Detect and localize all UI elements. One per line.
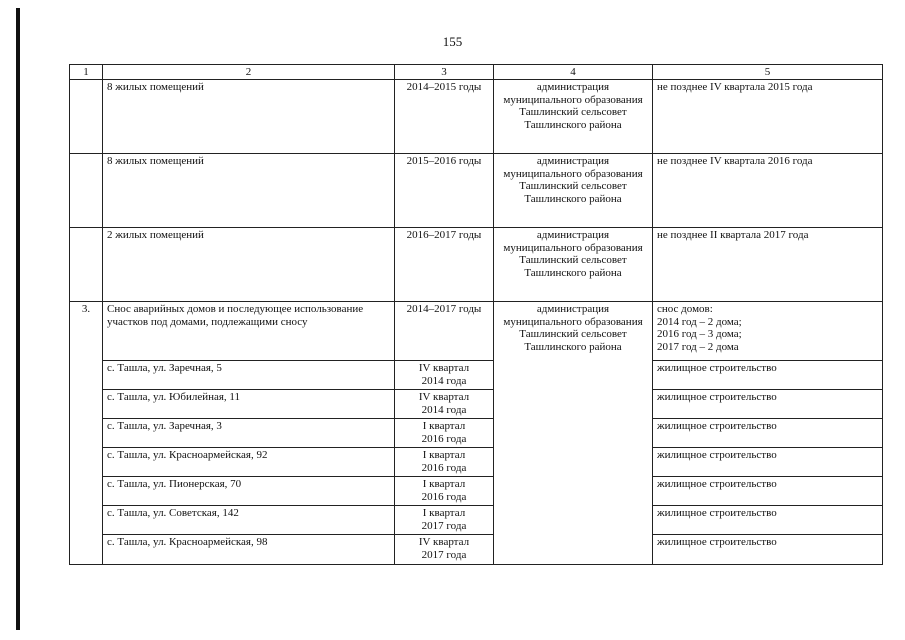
term-quarter: I квартал (422, 507, 466, 519)
measure-cell: 2 жилых помещений (103, 228, 395, 302)
measure-cell: 8 жилых помещений (103, 154, 395, 228)
period-cell: 2014–2015 годы (395, 80, 494, 154)
land-use-cell: жилищное строительство (653, 506, 883, 535)
result-cell: не позднее IV квартала 2016 года (653, 154, 883, 228)
section-executor-cell: администрация муниципального образования Ташлинский сельсовет Ташлинского района (494, 302, 653, 565)
table-row (70, 154, 883, 228)
term-quarter: IV квартал (418, 362, 470, 374)
address-cell: с. Ташла, ул. Советская, 142 (103, 506, 395, 535)
address-row (70, 419, 883, 448)
header-cell-2: 2 (103, 65, 395, 80)
row-number-cell (70, 154, 103, 228)
section-period-cell: 2014–2017 годы (395, 302, 494, 361)
table-row (70, 80, 883, 154)
term-quarter: I квартал (422, 478, 466, 490)
term-cell (395, 448, 494, 477)
section-3-row (70, 302, 883, 361)
address-row (70, 535, 883, 565)
result-line: 2014 год – 2 дома; (657, 315, 742, 328)
row-number-cell (70, 228, 103, 302)
land-use-cell: жилищное строительство (653, 390, 883, 419)
header-cell-4: 4 (494, 65, 653, 80)
term-cell (395, 390, 494, 419)
land-use-cell: жилищное строительство (653, 419, 883, 448)
measure-cell: 8 жилых помещений (103, 80, 395, 154)
address-cell: с. Ташла, ул. Красноармейская, 92 (103, 448, 395, 477)
land-use-cell: жилищное строительство (653, 477, 883, 506)
term-year: 2014 года (421, 403, 467, 416)
term-quarter: I квартал (422, 420, 466, 432)
period-cell: 2015–2016 годы (395, 154, 494, 228)
term-cell (395, 419, 494, 448)
address-cell: с. Ташла, ул. Заречная, 5 (103, 361, 395, 390)
term-quarter: I квартал (422, 449, 466, 461)
result-line: снос домов: (657, 303, 713, 315)
address-cell: с. Ташла, ул. Красноармейская, 98 (103, 535, 395, 565)
address-row (70, 506, 883, 535)
term-cell (395, 361, 494, 390)
header-cell-3: 3 (395, 65, 494, 80)
address-row (70, 448, 883, 477)
page-number: 155 (442, 34, 463, 49)
header-cell-1: 1 (70, 65, 103, 80)
land-use-cell: жилищное строительство (653, 535, 883, 565)
header-row (70, 65, 883, 80)
term-cell (395, 477, 494, 506)
address-cell: с. Ташла, ул. Заречная, 3 (103, 419, 395, 448)
term-cell (395, 506, 494, 535)
address-row (70, 477, 883, 506)
address-cell: с. Ташла, ул. Пионерская, 70 (103, 477, 395, 506)
executor-cell: администрация муниципального образования Ташлинский сельсовет Ташлинского района (494, 228, 653, 302)
result-cell: не позднее II квартала 2017 года (653, 228, 883, 302)
term-year: 2016 года (421, 461, 467, 474)
term-cell (395, 535, 494, 565)
period-cell: 2016–2017 годы (395, 228, 494, 302)
land-use-cell: жилищное строительство (653, 448, 883, 477)
land-use-cell: жилищное строительство (653, 361, 883, 390)
address-row (70, 390, 883, 419)
section-result-cell (653, 302, 883, 361)
result-line: 2016 год – 3 дома; (657, 328, 742, 340)
program-table (69, 64, 883, 565)
executor-cell: администрация муниципального образования Ташлинский сельсовет Ташлинского района (494, 80, 653, 154)
address-row (70, 361, 883, 390)
term-year: 2017 года (421, 548, 467, 561)
term-quarter: IV квартал (418, 391, 470, 403)
term-year: 2017 года (421, 519, 467, 532)
term-quarter: IV квартал (418, 536, 470, 548)
address-cell: с. Ташла, ул. Юбилейная, 11 (103, 390, 395, 419)
scan-edge-bar (16, 8, 20, 630)
table-row (70, 228, 883, 302)
result-line: 2017 год – 2 дома (657, 340, 739, 353)
section-number-cell: 3. (70, 302, 103, 565)
executor-cell: администрация муниципального образования Ташлинский сельсовет Ташлинского района (494, 154, 653, 228)
term-year: 2016 года (421, 490, 467, 503)
result-cell: не позднее IV квартала 2015 года (653, 80, 883, 154)
section-title-cell: Снос аварийных домов и последующее использование участков под домами, подлежащими сносу (103, 302, 395, 361)
header-cell-5: 5 (653, 65, 883, 80)
term-year: 2016 года (421, 432, 467, 445)
term-year: 2014 года (421, 374, 467, 387)
row-number-cell (70, 80, 103, 154)
